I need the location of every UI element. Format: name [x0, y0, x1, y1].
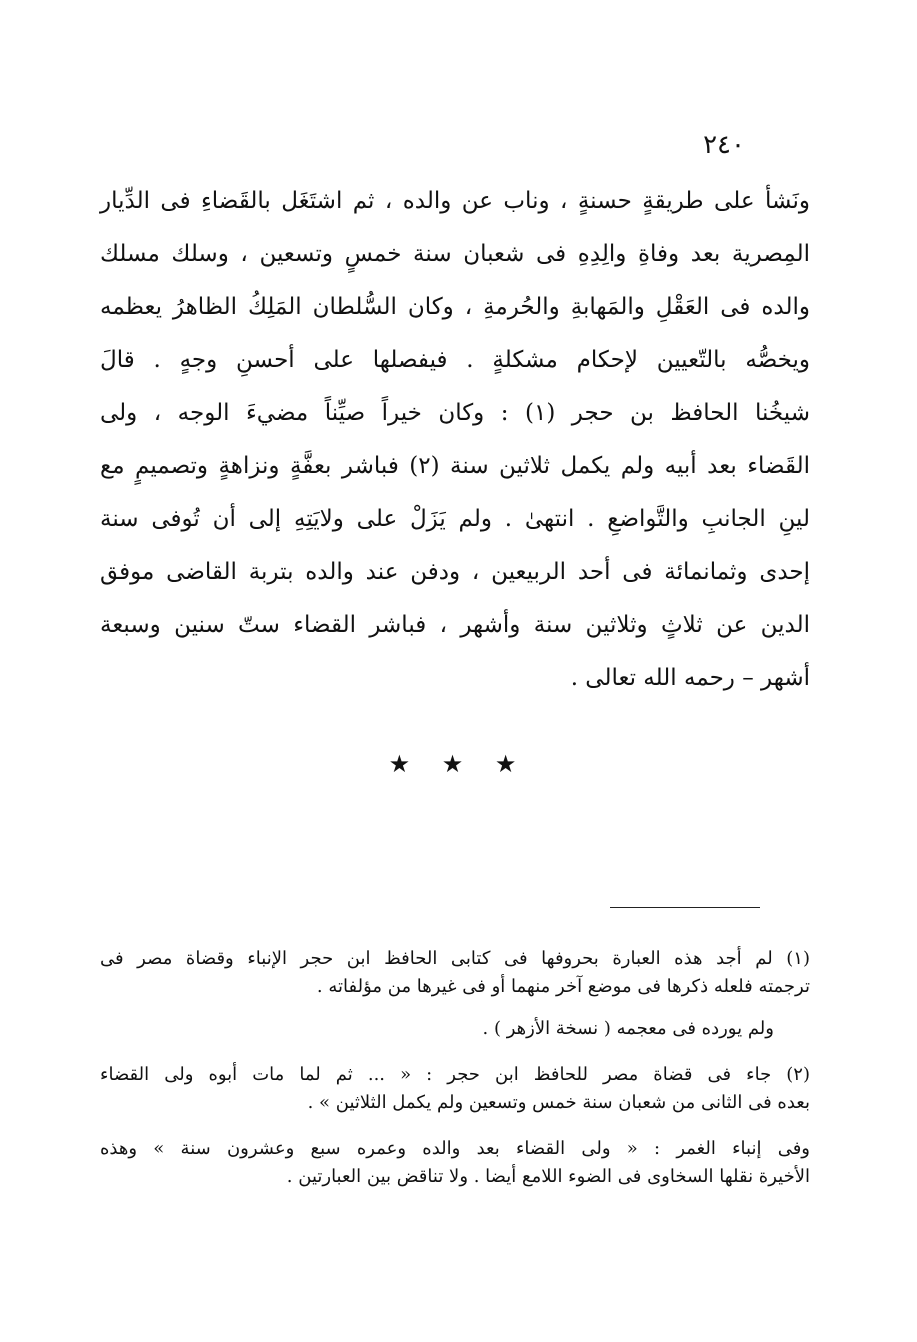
section-ornament: ★ ★ ★	[388, 750, 529, 778]
body-line: والده فى العَقْلِ والمَهابةِ والحُرمةِ ، وكان السُّلطان المَلِكُ الظاهرُ يعظمه	[100, 294, 810, 320]
footnote-line: ترجمته فلعله ذكرها فى موضع آخر منهما أو فى غيرها من مؤلفاته .	[316, 976, 810, 997]
body-line: ويخصُّه بالتّعيين لإحكام مشكلةٍ . فيفصلها على أحسنِ وجهٍ . قالَ	[100, 347, 810, 373]
page-number: ٢٤٠	[703, 130, 745, 160]
main-text	[100, 175, 810, 705]
footnote-2-addendum	[100, 1135, 810, 1191]
footnote-line: الأخيرة نقلها السخاوى فى الضوء اللامع أيضا . ولا تناقض بين العبارتين .	[286, 1166, 810, 1187]
footnote-2	[100, 1061, 810, 1117]
footnote-line: وفى إنباء الغمر : « ولى القضاء بعد والده وعمره سبع وعشرون سنة » وهذه	[100, 1138, 810, 1159]
footnote-line: (٢) جاء فى قضاة مصر للحافظ ابن حجر : « ... ثم لما مات أبوه ولى القضاء	[100, 1064, 810, 1085]
body-line: القَضاء بعد أبيه ولم يكمل ثلاثين سنة (٢) فباشر بعفَّةٍ ونزاهةٍ وتصميمٍ مع	[100, 453, 810, 479]
footnote-1-addendum	[100, 1015, 810, 1043]
footnote-separator	[610, 907, 760, 908]
footnote-1	[100, 945, 810, 1001]
footnote-line: (١) لم أجد هذه العبارة بحروفها فى كتابى الحافظ ابن حجر الإنباء وقضاة مصر فى	[100, 948, 810, 969]
body-line: إحدى وثمانمائة فى أحد الربيعين ، ودفن عند والده بتربة القاضى موفق	[100, 559, 810, 585]
body-line: ونَشأ على طريقةٍ حسنةٍ ، وناب عن والده ، ثم اشتَغَل بالقَضاءِ فى الدِّيار	[100, 188, 810, 214]
footnote-line: بعده فى الثانى من شعبان سنة خمس وتسعين ولم يكمل الثلاثين » .	[307, 1092, 810, 1113]
footnotes	[100, 945, 810, 1209]
body-line: شيخُنا الحافظ بن حجر (١) : وكان خيراً صيِّناً مضيءَ الوجه ، ولى	[100, 400, 810, 426]
body-line: لينِ الجانبِ والتَّواضعِ . انتهىٰ . ولم يَزَلْ على ولايَتِهِ إلى أن تُوفى سنة	[100, 506, 810, 532]
footnote-line: ولم يورده فى معجمه ( نسخة الأزهر ) .	[482, 1018, 774, 1039]
body-line: الدين عن ثلاثٍ وثلاثين سنة وأشهر ، فباشر القضاء ستّ سنين وسبعة	[100, 612, 810, 638]
body-line: المِصرية بعد وفاةِ والِدِهِ فى شعبان سنة خمسٍ وتسعين ، وسلك مسلك	[100, 241, 810, 267]
body-line: أشهر – رحمه الله تعالى .	[570, 665, 810, 691]
